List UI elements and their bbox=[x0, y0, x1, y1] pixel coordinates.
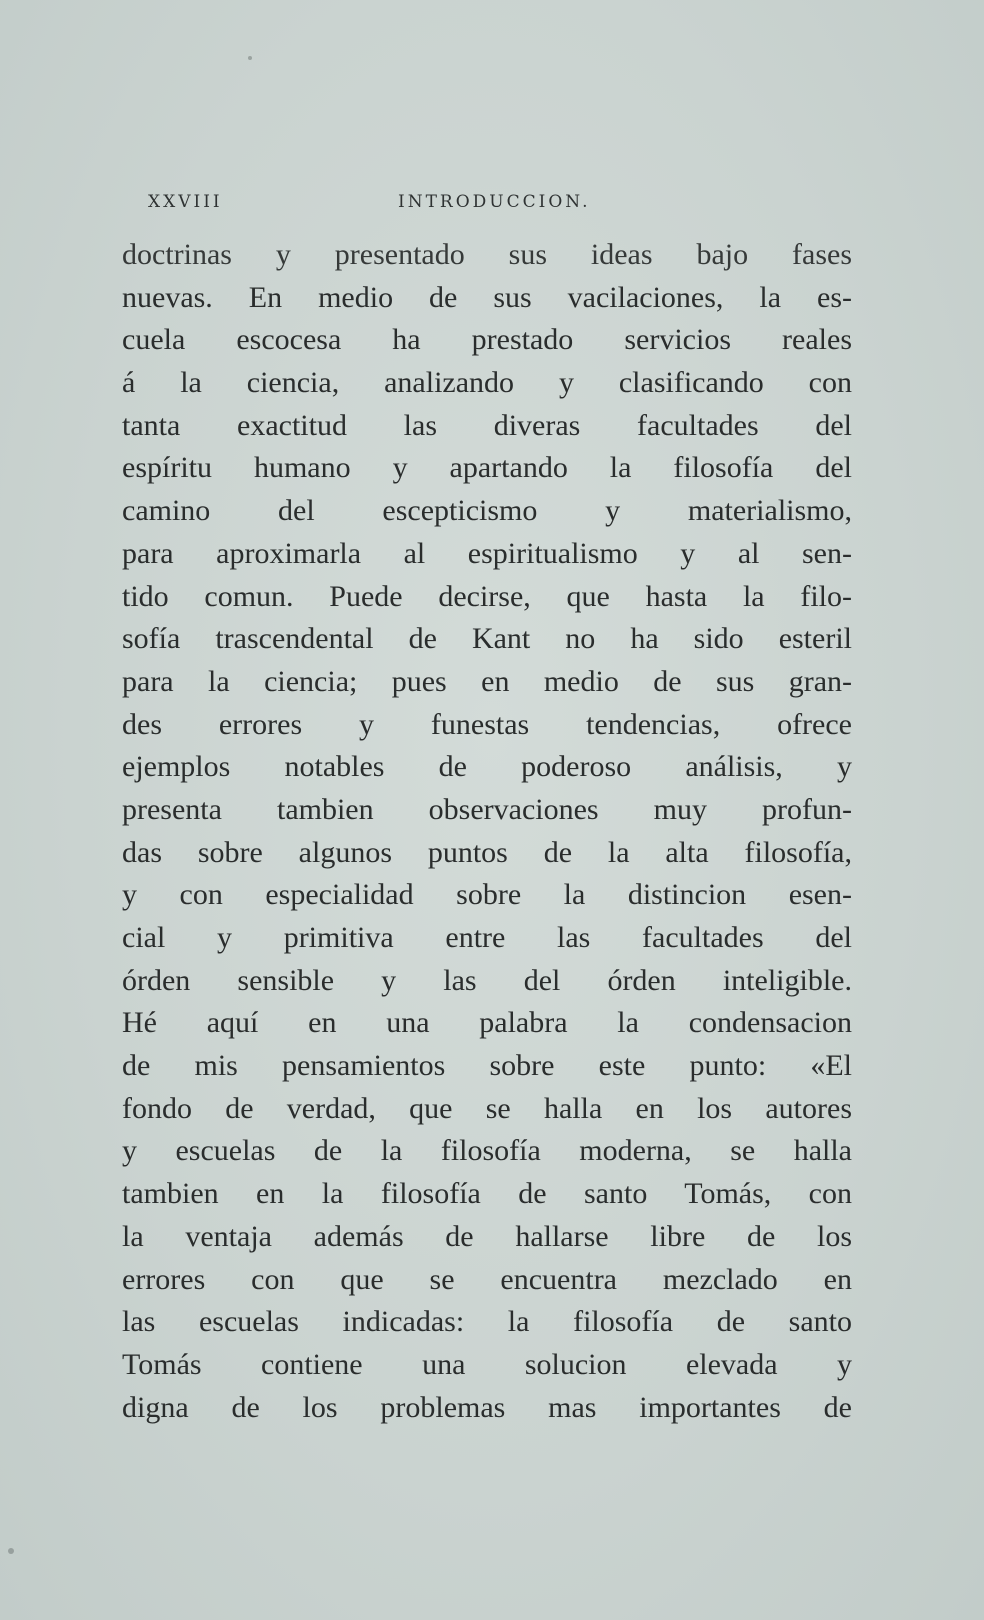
text-line: las escuelas indicadas: la filosofía de santo bbox=[122, 1305, 852, 1339]
text-line: fondo de verdad, que se halla en los autores bbox=[122, 1091, 852, 1125]
text-line: camino del escepticismo y materialismo, bbox=[122, 494, 852, 528]
text-line: ejemplos notables de poderoso análisis, y bbox=[122, 750, 852, 784]
running-title: INTRODUCCION. bbox=[398, 192, 591, 212]
page-number: XXVIII bbox=[148, 192, 223, 212]
ink-speck bbox=[248, 56, 252, 60]
text-line: das sobre algunos puntos de la alta filosofía, bbox=[122, 835, 852, 869]
text-line: Hé aquí en una palabra la condensacion bbox=[122, 1006, 852, 1040]
page-header bbox=[148, 192, 848, 222]
text-line: para aproximarla al espiritualismo y al sen- bbox=[122, 536, 852, 570]
text-line: cial y primitiva entre las facultades del bbox=[122, 921, 852, 954]
body-text bbox=[122, 234, 852, 1429]
text-line: tanta exactitud las diveras facultades del bbox=[122, 408, 852, 442]
text-line: de mis pensamientos sobre este punto: «El bbox=[122, 1049, 852, 1083]
text-line: digna de los problemas mas importantes de bbox=[122, 1390, 852, 1424]
text-line: órden sensible y las del órden inteligible. bbox=[122, 963, 852, 997]
text-line: la ventaja además de hallarse libre de los bbox=[122, 1219, 852, 1253]
text-line: y con especialidad sobre la distincion esen- bbox=[122, 878, 852, 912]
text-line: á la ciencia, analizando y clasificando con bbox=[122, 366, 852, 400]
text-line: presenta tambien observaciones muy profun- bbox=[122, 792, 852, 826]
text-line: Tomás contiene una solucion elevada y bbox=[122, 1347, 852, 1381]
text-line: cuela escocesa ha prestado servicios reales bbox=[122, 323, 852, 357]
text-line: errores con que se encuentra mezclado en bbox=[122, 1262, 852, 1296]
text-line: doctrinas y presentado sus ideas bajo fases bbox=[122, 238, 852, 271]
text-line: y escuelas de la filosofía moderna, se halla bbox=[122, 1134, 852, 1168]
text-line: espíritu humano y apartando la filosofía del bbox=[122, 451, 852, 485]
text-line: des errores y funestas tendencias, ofrece bbox=[122, 707, 852, 741]
text-line: sofía trascendental de Kant no ha sido esteril bbox=[122, 622, 852, 656]
text-line: nuevas. En medio de sus vacilaciones, la es- bbox=[122, 280, 852, 314]
text-line: para la ciencia; pues en medio de sus gran- bbox=[122, 664, 852, 698]
text-line: tambien en la filosofía de santo Tomás, con bbox=[122, 1177, 852, 1211]
text-line: tido comun. Puede decirse, que hasta la filo- bbox=[122, 579, 852, 613]
ink-speck bbox=[8, 1548, 14, 1554]
